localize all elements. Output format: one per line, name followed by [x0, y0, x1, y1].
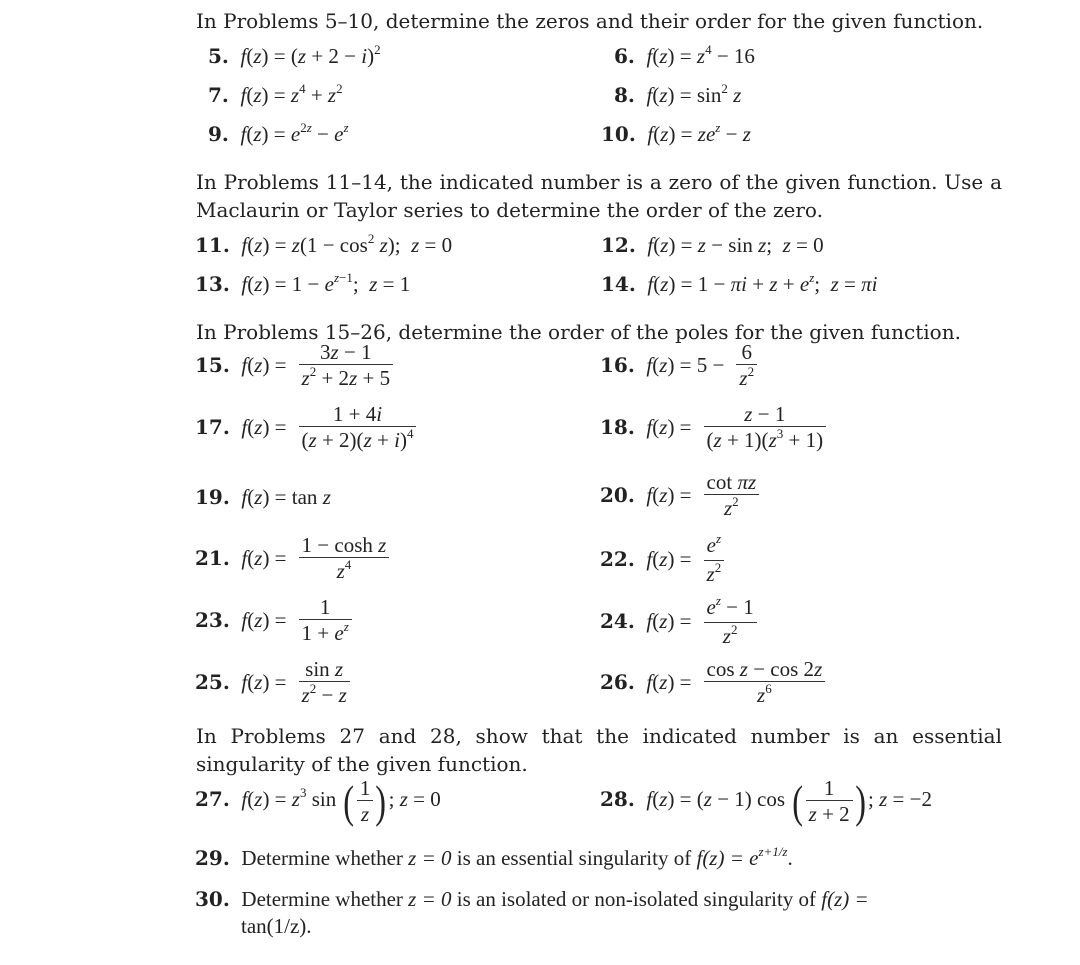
problem-number: 21. — [195, 545, 230, 570]
problem-number: 22. — [600, 547, 635, 572]
problem-number: 7. — [208, 83, 229, 107]
intro-problems-27-28: In Problems 27 and 28, show that the indicated number is an essential singularity of the given function. — [196, 724, 1002, 776]
problem-23 — [195, 595, 352, 649]
problem-22 — [600, 533, 724, 590]
text-part: is an essential singularity of — [456, 846, 692, 870]
text-part: Determine whether — [241, 887, 403, 911]
problem-30 — [195, 887, 869, 911]
problem-number: 5. — [208, 44, 229, 68]
formula: f(z) = tan z — [241, 485, 331, 509]
problem-number: 10. — [601, 122, 636, 146]
math-exponent: z+1/z — [758, 844, 788, 859]
formula: $f(z) = 1 - \pi i + z + e^z$; z = πi — [647, 270, 878, 296]
problem-30-line-2 — [241, 914, 312, 938]
math-part: z = 0 — [408, 887, 452, 911]
problem-number: 12. — [601, 233, 636, 257]
formula: f(z) = $\frac{z - 1}{(z + 1)(z^3 + 1)}$ — [641, 415, 826, 439]
problem-10 — [601, 122, 751, 149]
problem-number: 14. — [601, 272, 636, 296]
math-part: z = 0 — [408, 846, 452, 870]
problem-9 — [208, 122, 349, 149]
formula: $f(z) = ze^z - z$ — [647, 120, 751, 146]
problem-number: 11. — [195, 233, 230, 257]
problem-number: 15. — [195, 352, 230, 377]
problem-number: 9. — [208, 122, 229, 146]
formula: f(z) = z − sin z; z = 0 — [647, 233, 824, 257]
problem-number: 19. — [195, 485, 230, 509]
formula: $f(z) = z^4 - 16$ — [646, 42, 755, 68]
formula: f(z) = $\frac{1 + 4i}{(z + 2)(z + i)^4}$ — [236, 415, 416, 439]
problem-number: 23. — [195, 607, 230, 632]
math-part: f(z) = — [821, 887, 869, 911]
formula: $f(z) = 1 - e^{z-1}$; z = 1 — [241, 270, 411, 296]
formula: f(z) = $\frac{\text{1 − cosh z}}{z^4}$ — [236, 546, 389, 570]
text-part: Determine whether — [241, 846, 403, 870]
problem-26 — [600, 657, 825, 711]
problem-25 — [195, 657, 350, 711]
formula: $f(z) = e^{2z} - e^z$ — [240, 120, 349, 146]
formula: $f(z) = \sin^2 z$ — [646, 81, 742, 107]
formula: f(z) = 5 − $\frac{6}{z^2}$ — [641, 353, 757, 377]
formula: f(z) = $\frac{\text{cos z − cos 2z}}{z^6}$ — [641, 670, 825, 694]
formula: f(z) = (z − 1) cos ( $\frac{1}{z + 2}$ ) ; z = −2 — [646, 775, 932, 827]
problem-number: 8. — [614, 83, 635, 107]
problem-13 — [195, 272, 410, 299]
math-part: f(z) = e — [696, 846, 759, 870]
problem-18 — [600, 402, 826, 456]
formula: f(z) = $\frac{e^z}{z^2}$ — [641, 547, 724, 571]
problem-number: 27. — [195, 787, 230, 812]
formula: $f(z) = (z + 2 - i)^2$ — [240, 42, 381, 68]
formula: f(z) = $\frac{\text{sin z}}{z^2 - z}$ — [236, 670, 350, 694]
text-part: . — [787, 846, 793, 870]
problem-text — [236, 846, 793, 870]
problem-24 — [600, 595, 757, 652]
problem-number: 16. — [600, 352, 635, 377]
problem-19 — [195, 485, 331, 509]
intro-problems-5-10: In Problems 5–10, determine the zeros and their order for the given function. — [196, 9, 984, 33]
problem-7 — [208, 83, 343, 110]
problem-number: 30. — [195, 887, 230, 911]
problem-28 — [600, 776, 932, 827]
problem-20 — [600, 470, 759, 524]
formula: f(z) = $\frac{e^z - 1}{z^2}$ — [641, 609, 757, 633]
problem-number: 20. — [600, 482, 635, 507]
formula: $f(z) = z(1 - \cos^2 z)$; z = 0 — [241, 231, 453, 257]
intro-problems-15-26: In Problems 15–26, determine the order of the poles for the given function. — [196, 320, 961, 344]
problem-number: 17. — [195, 414, 230, 439]
formula: $f(z) = z^3$ sin ( $\frac{1}{z}$ ) ; z = 0 — [241, 775, 441, 827]
problem-15 — [195, 340, 393, 394]
formula: f(z) = $\frac{\text{cot πz}}{z^2}$ — [641, 483, 759, 507]
formula: f(z) = $\frac{1}{1 + e^z}$ — [236, 608, 352, 632]
problem-number: 28. — [600, 787, 635, 812]
formula: f(z) = $\frac{3z - 1}{z^2 + 2z + 5}$ — [236, 353, 393, 377]
problem-21 — [195, 533, 389, 587]
problem-27 — [195, 776, 441, 827]
problem-number: 26. — [600, 669, 635, 694]
problem-8 — [614, 83, 741, 110]
problem-number: 18. — [600, 414, 635, 439]
intro-problems-11-14: In Problems 11–14, the indicated number is a zero of the given function. Use a Maclaurin or Taylor series to determine the order of the zero. — [196, 170, 1002, 222]
problem-16 — [600, 340, 757, 394]
formula: $f(z) = z^4 + z^2$ — [240, 81, 343, 107]
problem-12 — [601, 233, 824, 257]
problem-number: 13. — [195, 272, 230, 296]
problem-number: 6. — [614, 44, 635, 68]
problem-5 — [208, 44, 381, 71]
problem-6 — [614, 44, 755, 71]
problem-number: 25. — [195, 669, 230, 694]
problem-14 — [601, 272, 877, 299]
text-part: is an isolated or non-isolated singularity of — [456, 887, 817, 911]
math-part: tan(1/z). — [241, 914, 312, 938]
problem-text — [236, 887, 869, 911]
problem-number: 29. — [195, 846, 230, 870]
problem-number: 24. — [600, 609, 635, 634]
problem-11 — [195, 233, 452, 260]
problem-29 — [195, 846, 793, 873]
problem-17 — [195, 402, 416, 456]
